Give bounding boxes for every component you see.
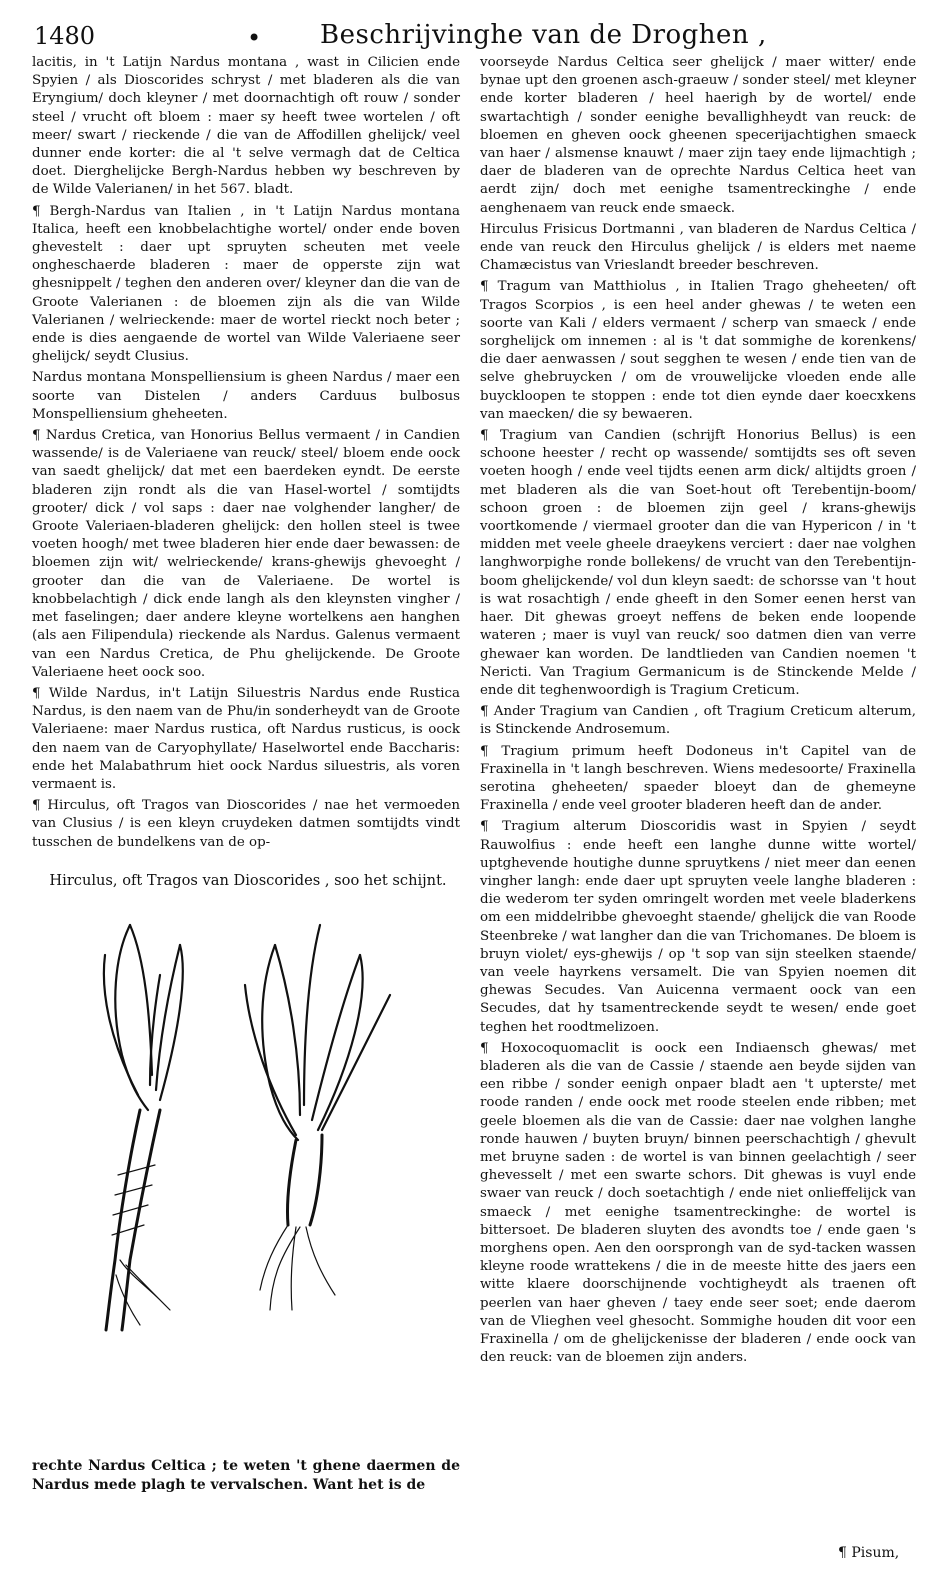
- left-column: [32, 54, 460, 854]
- left-plant-leaf: [104, 955, 138, 1095]
- paragraph-tragium-candien: ¶ Tragium van Candien (schrijft Honorius Bellus) is een schoone heester / recht op wassende/ somtijdts ses oft seven voeten hoogh / ende veel tijdts eenen arm dick/ altijdts groen / met bladeren als die van Soet-hout oft Terebentijn-boom/ schoon groen : de bloemen zijn geel / krans-ghewijs voortkomende / viermael grooter dan die van Hypericon / in 't midden met veele gheele draeykens verciert : daer nae volghen langhworpighe ronde bollekens/ de vrucht van den Terebentijn-boom ghelijckende/ vol dun kleyn saedt: de schorsse van 't hout is wat rosachtigh / ende gheeft in den Somer eenen herst van haer. Dit ghewas groeyt neffens de beken ende loopende wateren ; maer is vuyl van reuck/ soo datmen dien van verre ghewaer kan worden. De landtlieden van Candien noemen 't Nericti. Van Tragium Germanicum is de Stinckende Melde / ende dit teghenwoordigh is Tragium Creticum.: [480, 428, 916, 698]
- page-number: 1480: [34, 22, 96, 50]
- right-plant-rootlets: [260, 1225, 335, 1310]
- header-ornament: •: [247, 24, 262, 52]
- hirculus-woodcut-illustration: [60, 915, 440, 1335]
- paragraph-hirculus-frisicus: Hirculus Frisicus Dortmanni , van bladeren de Nardus Celtica / ende van reuck den Hirculus ghelijck / is elders met naeme Chamæcistus van Vrieslandt breeder beschreven.: [480, 221, 916, 274]
- left-column-continuation: rechte Nardus Celtica ; te weten 't ghene daermen de Nardus mede plagh te vervalschen. Want het is de: [32, 1458, 460, 1493]
- paragraph-tragium-alterum: ¶ Tragium alterum Dioscoridis wast in Spyien / seydt Rauwolfius : ende heeft een langhe dunne witte wortel/ uptghevende houtighe dunne spruytkens / niet meer dan eenen vingher langh: ende daer upt spruyten veele langhe bladeren : die wederom ter syden omringelt worden met veele bladerkens om een middelribbe ghevoeght staende/ ghelijck die van Roode Steenbreke / wat langher dan die van Trichomanes. De bloem is bruyn violet/ eys-ghewijs / op 't sop van sijn steelken staende/ van veele hayrkens versamelt. Die van Spyien noemen dit ghewas Secudes. Van Auicenna vermaent oock van een Secudes, dat hy tsamentreckende seydt te wesen/ ende goet teghen het roodtmelizoen.: [480, 819, 916, 1035]
- paragraph-hoxocoquomaclit: ¶ Hoxocoquomaclit is oock een Indiaensch ghewas/ met bladeren als die van de Cassie / staende aen beyde sijden van een ribbe / sonder eenigh onpaer bladt aen 't upterste/ met roode randen / ende oock met roode steelen ende ribben; met geele bloemen als die van de Cassie: daer nae volghen langhe ronde hauwen / buyten bruyn/ binnen peerschachtigh / ghevult met bruyne saden : de wortel is van binnen geelachtigh / seer ghevesselt / met een swarte schors. Dit ghewas is vuyl ende swaer van reuck / doch soetachtigh / ende niet onlieffelijck van smaeck / met eenighe tsamentreckinghe: de wortel is bittersoet. De bladeren sluyten des avondts toe / ende gaen 's morghens open. Aen den oorsprongh van de syd-tacken wassen kleyne roode wrattekens / die in de meeste hitte des jaers een witte klaere doorschijnende vochtigheydt als traenen oft peerlen van haer gheven / taey ende seer soet; ende daerom van de Vlieghen veel ghesocht. Sommighe houden dit voor een Fraxinella / om de ghelijckenisse der bladeren / ende oock van den reuck: van de bloemen zijn anders.: [480, 1040, 916, 1366]
- right-plant-leaf: [322, 995, 390, 1130]
- right-plant-leaf: [275, 945, 300, 1115]
- paragraph-nardus-celtica-continuation: voorseyde Nardus Celtica seer ghelijck / maer witter/ ende bynae upt den groenen asch-graeuw / sonder steel/ met kleyner ende korter bladeren / heel haerigh by de wortel/ ende swartachtigh / sonder eenighe bevallighheydt van reuck: de bloemen en gheven oock gheenen specerijachtighen smaeck van haer / alsmense knauwt / maer zijn taey ende lijmachtigh ; daer de bladeren van de oprechte Nardus Celtica heet van aerdt zijn/ doch met eenighe tsamentreckinghe / ende aenghenaem van reuck ende smaeck.: [480, 55, 916, 216]
- right-column: [480, 54, 916, 1539]
- paragraph-bergh-nardus-italien: ¶ Bergh-Nardus van Italien , in 't Latijn Nardus montana Italica, heeft een knobbelachtighe wortel/ onder ende boven ghevestelt : daer upt spruyten scheuten met veele ongheschaerde bladeren : maer de opperste zijn wat ghesnippelt / teghen den anderen over/ kleyner dan die van de Groote Valerianen : de bloemen zijn als die van Wilde Valerianen / welrieckende: maer de wortel rieckt noch beter ; ende is dies aengaende de wortel van Wilde Valeriaene seer ghelijck/ seydt Clusius.: [32, 203, 460, 365]
- right-plant-leaf: [318, 955, 363, 1130]
- catchword: ¶ Pisum,: [838, 1545, 900, 1561]
- paragraph-bergh-nardus-cilicia: lacitis, in 't Latijn Nardus montana , wast in Cilicien ende Spyien / als Dioscorides schryst / met bladeren als die van Eryngium/ doch kleyner / met doornachtigh oft rouw / sonder steel / vrucht oft bloem : maer sy heeft twee wortelen / oft meer/ swart / rieckende / die van de Affodillen ghelijck/ veel dunner ende korter: die al 't selve vermagh dat de Celtica doet. Dierghelijcke Bergh-Nardus hebben wy beschreven by de Wilde Valerianen/ in het 567. bladt.: [32, 55, 460, 198]
- right-plant-root: [310, 1135, 322, 1225]
- left-plant-leaf: [130, 925, 152, 1075]
- left-plant-root: [122, 1110, 160, 1330]
- paragraph-hirculus: ¶ Hirculus, oft Tragos van Dioscorides / nae het vermoeden van Clusius / is een kleyn cruydeken datmen somtijdts vindt tusschen de bundelkens van de op-: [32, 798, 460, 850]
- right-plant-leaf: [304, 925, 320, 1105]
- paragraph-tragum-matthiolus: ¶ Tragum van Matthiolus , in Italien Trago gheheeten/ oft Tragos Scorpios , is een heel ander ghewas / te weten een soorte van Kali / elders vermaent / scherp van smaeck / ende sorghelijck om innemen : al is 't dat sommighe de korenkens/ die daer aenwassen / sout segghen te wesen / ende tien van de selve ghebruycken / om de vrouwelijcke vloeden ende alle buyckloopen te stoppen : ende tot dien eynde daer koecxkens van maecken/ die sy bewaeren.: [480, 279, 916, 422]
- paragraph-nardus-cretica: ¶ Nardus Cretica, van Honorius Bellus vermaent / in Candien wassende/ is de Valeriaene van reuck/ steel/ bloem ende oock van saedt ghelijck/ dat met een baerdeken eyndt. De eerste bladeren zijn rondt als die van Hasel-wortel / somtijdts grooter/ dick / vol saps : daer nae volghender langher/ de Groote Valeriaen-bladeren ghelijck: den hollen steel is twee voeten hoogh/ met twee bladeren hier ende daer bewassen: de bloemen zijn wit/ welrieckende/ krans-ghewijs ghevoeght / grooter dan die van de Valeriaene. De wortel is knobbelachtigh / dick ende langh als den kleynsten vingher / met faselingen; daer andere kleyne wortelkens aen hanghen (als aen Filipendula) rieckende als Nardus. Galenus vermaent van een Nardus Cretica, de Phu ghelijckende. De Groote Valeriaene heet oock soo.: [32, 428, 460, 680]
- running-title: Beschrijvinghe van de Droghen ,: [320, 20, 767, 50]
- paragraph-tragium-primum: ¶ Tragium primum heeft Dodoneus in't Capitel van de Fraxinella in 't langh beschreven. Wiens medesoorte/ Fraxinella serotina gheheeten/ spaeder bloeyt dan de ghemeyne Fraxinella / ende veel grooter bladeren heeft dan de ander.: [480, 743, 916, 814]
- page-header: [32, 16, 922, 54]
- left-plant-root: [106, 1110, 140, 1330]
- paragraph-nardus-montana: Nardus montana Monspelliensium is gheen Nardus / maer een soorte van Distelen / anders Carduus bulbosus Monspelliensium gheheeten.: [32, 370, 460, 422]
- right-plant-leaf: [245, 985, 296, 1135]
- right-plant-leaf: [262, 945, 298, 1140]
- paragraph-ander-tragium: ¶ Ander Tragium van Candien , oft Tragium Creticum alterum, is Stinckende Androsemum.: [480, 704, 916, 738]
- right-plant-root: [287, 1140, 296, 1225]
- paragraph-wilde-nardus: ¶ Wilde Nardus, in't Latijn Siluestris Nardus ende Rustica Nardus, is den naem van de Phu/in sonderheydt van de Groote Valeriaene: maer Nardus rustica, oft Nardus rusticus, is oock den naem van de Caryophyllate/ Haselwortel ende Baccharis: ende het Malabathrum hiet oock Nardus siluestris, als voren vermaent is.: [32, 685, 460, 792]
- figure-caption: Hirculus, oft Tragos van Dioscorides , soo het schijnt.: [49, 872, 447, 889]
